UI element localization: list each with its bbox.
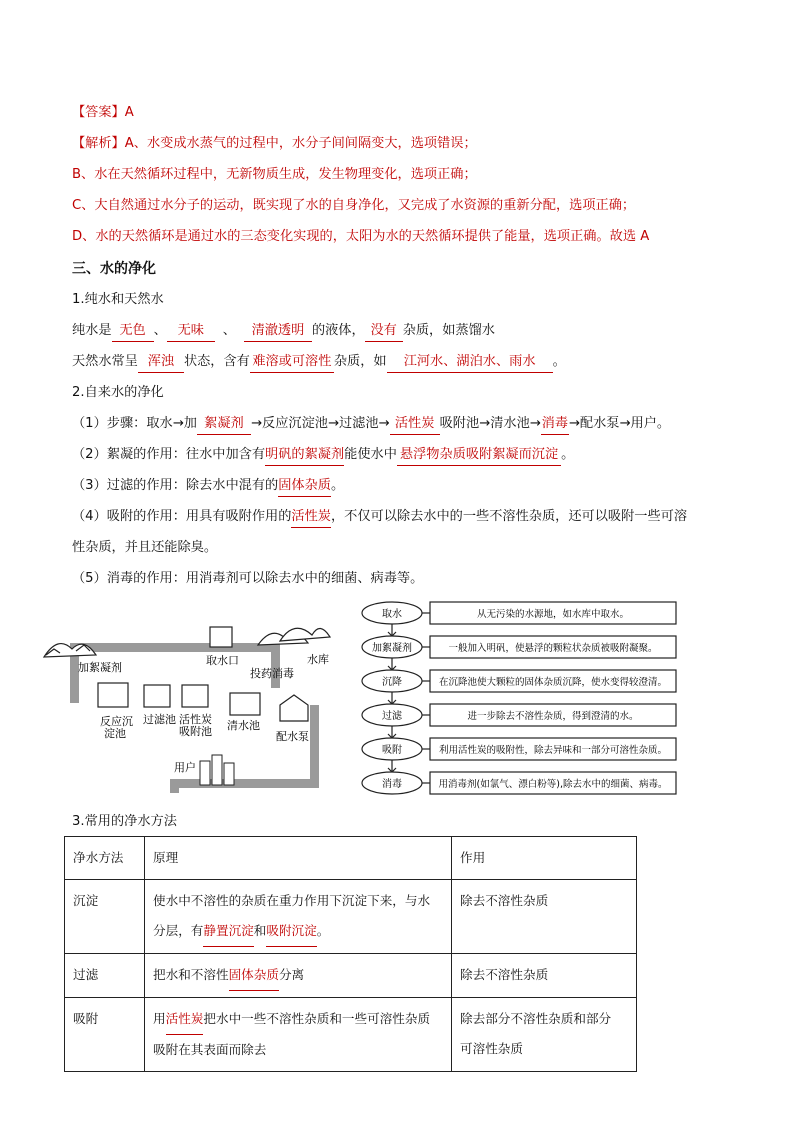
text: 。	[330, 478, 345, 493]
sedimentation-tank	[98, 683, 128, 707]
pump-icon	[280, 695, 308, 721]
text: 杂质，如蒸馏水	[402, 323, 495, 338]
text: 把水和不溶性	[153, 967, 229, 982]
flow-step-label: 消毒	[382, 779, 402, 790]
step-1-line	[72, 414, 670, 435]
flow-desc-text: 用消毒剂(如氯气、漂白粉等),除去水中的细菌、病毒。	[438, 779, 668, 790]
section-heading: 三、水的净化	[72, 261, 156, 277]
text: 天然水常呈	[72, 354, 138, 369]
purification-table	[64, 836, 637, 1072]
cell-effect: 除去不溶性杂质	[452, 954, 637, 998]
text: ，不仅可以除去水中的一些不溶性杂质，还可以吸附一些可溶	[330, 509, 688, 524]
blank-answer: 活性炭	[390, 414, 440, 435]
subsection-1-title: 1.纯水和天然水	[72, 292, 164, 307]
text: （4）吸附的作用：用具有吸附作用的	[72, 509, 292, 524]
text: 能使水中	[344, 447, 397, 462]
text: 用	[153, 1011, 166, 1026]
text: 吸附池→清水池→	[439, 416, 541, 431]
blank-answer: 絮凝剂	[197, 414, 251, 435]
flow-step-label: 吸附	[382, 745, 402, 756]
carbon-tank	[182, 685, 208, 707]
blank-answer: 消毒	[541, 414, 569, 435]
filter-tank	[144, 685, 170, 707]
table-row	[65, 998, 637, 1072]
flow-desc-text: 进一步除去不溶性杂质，得到澄清的水。	[467, 711, 639, 722]
natural-water-line	[72, 352, 566, 373]
text: 可溶性杂质	[460, 1041, 523, 1056]
cell-principle	[145, 998, 452, 1072]
reservoir-label: 水库	[307, 653, 329, 666]
mountain-icon	[210, 627, 330, 647]
text: 把水中一些不溶性杂质和一些可溶性杂质	[203, 1011, 431, 1026]
clear-water-tank	[230, 693, 260, 715]
analysis-line-2: B、水在天然循环过程中，无新物质生成，发生物理变化，选项正确；	[72, 167, 477, 182]
subsection-2-title: 2.自来水的净化	[72, 385, 164, 400]
text: →配水泵→用户。	[568, 416, 671, 431]
text: 。	[316, 923, 330, 938]
text: 的液体，	[311, 323, 365, 338]
text: 纯水是	[72, 323, 112, 338]
step-5-line: （5）消毒的作用：用消毒剂可以除去水中的细菌、病毒等。	[72, 571, 424, 586]
answer-line	[72, 103, 134, 123]
pure-water-line	[72, 321, 495, 342]
building-icon	[200, 755, 234, 785]
flow-arrow	[388, 658, 396, 670]
user-label: 用户	[174, 761, 196, 774]
table-row	[65, 880, 637, 954]
blank-answer: 吸附沉淀	[266, 916, 316, 947]
flow-desc-text: 从无污染的水源地，如水库中取水。	[476, 609, 630, 620]
purification-flowchart	[358, 597, 680, 803]
blank-answer: 没有	[365, 321, 403, 342]
cell-method: 沉淀	[65, 880, 145, 954]
text: 使水中不溶性的杂质在重力作用下沉淀下来，与水	[153, 893, 431, 908]
text: 杂质，如	[333, 354, 387, 369]
text: 分层，有	[153, 923, 204, 938]
analysis-label: 【解析】	[72, 136, 125, 151]
blank-answer: 固体杂质	[278, 476, 331, 497]
analysis-line-4: D、水的天然循环是通过水的三态变化实现的，太阳为水的天然循环提供了能量，选项正确。故选 A	[72, 229, 650, 244]
blank-answer: 无味	[167, 321, 215, 342]
text: 吸附在其表面而除去	[153, 1042, 267, 1057]
blank-answer: 静置沉淀	[203, 916, 253, 947]
flow-step-label: 沉降	[382, 677, 402, 688]
flow-arrow	[388, 726, 396, 738]
header-method: 净水方法	[65, 837, 145, 880]
blank-answer: 明矾的絮凝剂	[265, 445, 344, 466]
text: 、	[153, 323, 167, 338]
flow-arrow	[388, 624, 396, 636]
flow-desc-text: 在沉降池使大颗粒的固体杂质沉降，使水变得较澄清。	[438, 677, 668, 688]
text: （1）步骤：取水→加	[72, 416, 197, 431]
cell-effect: 除去不溶性杂质	[452, 880, 637, 954]
cell-method: 吸附	[65, 998, 145, 1072]
blank-answer: 固体杂质	[229, 960, 279, 991]
blank-answer: 浑浊	[138, 352, 184, 373]
step-3-line	[72, 476, 344, 497]
text: →反应沉淀池→过滤池→	[250, 416, 390, 431]
cell-principle	[145, 880, 452, 954]
step-4-line	[72, 507, 687, 528]
answer-value: A	[124, 105, 134, 120]
blank-answer: 江河水、湖泊水、雨水	[387, 352, 553, 373]
answer-label: 【答案】	[72, 105, 125, 120]
flow-desc-text: 一般加入明矾，使悬浮的颗粒状杂质被吸附凝聚。	[448, 643, 658, 654]
text: 、	[222, 323, 236, 338]
disinfectant-label: 投药消毒	[250, 667, 294, 680]
analysis-line-1	[72, 134, 477, 154]
carbon-label-1: 活性炭	[179, 713, 212, 726]
step-4-line-cont: 性杂质，并且还能除臭。	[72, 540, 218, 555]
text: 除去部分不溶性杂质和部分	[460, 1011, 612, 1026]
text: （3）过滤的作用：除去水中混有的	[72, 478, 279, 493]
blank-answer: 无色	[112, 321, 154, 342]
text: 和	[253, 923, 267, 938]
flow-arrow	[388, 692, 396, 704]
text: 状态，含有	[183, 354, 250, 369]
table-header-row	[65, 837, 637, 880]
cell-effect	[452, 998, 637, 1072]
flow-step-label: 取水	[382, 609, 402, 620]
filter-label: 过滤池	[143, 713, 176, 726]
cell-method: 过滤	[65, 954, 145, 998]
flow-arrow	[388, 760, 396, 772]
header-effect: 作用	[452, 837, 637, 880]
text: （2）絮凝的作用：往水中加含有	[72, 447, 266, 462]
water-inlet-label: 取水口	[206, 654, 239, 667]
blank-answer: 清澈透明	[244, 321, 312, 342]
flow-step-label: 过滤	[382, 711, 402, 722]
water-plant-diagram	[40, 605, 350, 805]
analysis-text-a: A、水变成水蒸气的过程中，水分子间间隔变大，选项错误；	[124, 136, 477, 151]
clear-water-label: 清水池	[227, 719, 260, 732]
flow-desc-text: 利用活性炭的吸附性，除去异味和一部分可溶性杂质。	[438, 745, 668, 756]
subsection-3-title: 3.常用的净水方法	[72, 814, 177, 829]
flocculant-label: 加絮凝剂	[78, 661, 122, 674]
blank-answer: 悬浮物杂质吸附絮凝而沉淀	[397, 445, 561, 466]
analysis-line-3: C、大自然通过水分子的运动，既实现了水的自身净化，又完成了水资源的重新分配，选项正确；	[72, 198, 636, 213]
text: 。	[552, 354, 566, 369]
sedimentation-label-1: 反应沉	[100, 715, 133, 728]
carbon-label-2: 吸附池	[179, 725, 212, 738]
cell-principle	[145, 954, 452, 998]
text: 分离	[278, 967, 305, 982]
pump-label: 配水泵	[276, 730, 309, 743]
sedimentation-label-2: 淀池	[104, 727, 126, 740]
blank-answer: 难溶或可溶性	[250, 352, 334, 373]
table-row	[65, 954, 637, 998]
blank-answer: 活性炭	[291, 507, 331, 528]
header-principle: 原理	[145, 837, 452, 880]
step-2-line	[72, 445, 574, 466]
blank-answer: 活性炭	[166, 1004, 204, 1035]
text: 。	[561, 447, 575, 462]
flow-step-label: 加絮凝剂	[372, 643, 412, 654]
